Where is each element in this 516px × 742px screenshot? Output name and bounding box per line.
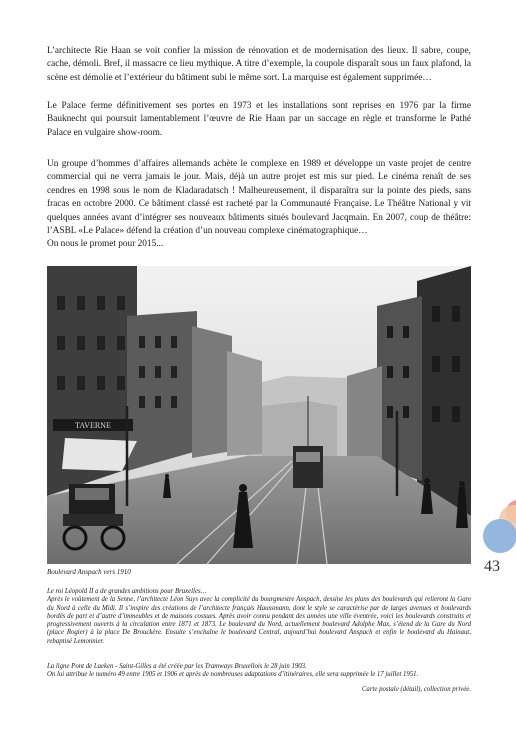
paragraph-renovation: L’architecte Rie Haan se voit confier la mission de rénovation et de modernisation des lieux. Il sabre, coupe, cache, démoli. Bref, il massacre ce lieu mythique. A titre d’exemple, la coupole disparaît sous un faux plafond, la scène est démolie et l’extérieur du bâtiment subi le même sort. La marquise est également supprimée… xyxy=(47,46,471,83)
paragraph-promise: On nous le promet pour 2015... xyxy=(47,239,164,250)
tram-note-line2: On lui attribue le numéro 49 entre 1905 et 1906 et après de nombreuses adaptations d’itinéraires, elle sera supprimée le 17 juillet 1951. xyxy=(47,671,419,679)
note-body: Après le voûtement de la Senne, l’architecte Léon Suys avec la complicité du bourgmestre Anspach, dessine les plans des boulevards qui relieront la Gare du Nord à celle du Midi. Il s’inspire des créations de l’architecte français Haussmann, dont le style se caractérise par de larges avenues et boulevards bordés de part et d’autre d’immeubles et de maisons cossues. Après avoir connu pendant des années une ville éventrée, voici les boulevards construits et progressivement ouverts à la circulation entre 1871 et 1873. Le boulevard du Nord, actuellement boulevard Adolphe Max, s’étend de la Gare du Nord (place Rogier) à la place De Brouckère. Ensuite s’enchaîne le boulevard Central, aujourd’hui boulevard Anspach et enfin le boulevard du Hainaut, rebaptisé Lemonnier. xyxy=(47,596,471,645)
note-title: Le roi Léopold II a de grandes ambitions pour Bruxelles… xyxy=(47,588,207,595)
photo-shop-sign: TAVERNE xyxy=(75,421,111,430)
tram-note-line1: La ligne Pont de Laeken - Saint-Gilles a été créée par les Tramways Bruxellois le 28 juin 1903. xyxy=(47,663,307,670)
page-number: 43 xyxy=(484,558,500,575)
paragraph-new-projects xyxy=(47,158,471,252)
deco-circle-blue xyxy=(483,519,516,553)
historic-street-photo xyxy=(47,266,471,564)
historical-note-tram xyxy=(47,663,471,680)
paragraph-new-projects-text: Un groupe d’hommes d’affaires allemands achète le complexe en 1989 et développe un vaste projet de centre commercial qui ne verra jamais le jour. Mais, déjà un autre projet est mis sur pied. Le cinéma renaît de ses cendres en 1998 sous le nom de Kladaradatsch ! Malheureusement, il disparaîtra sur la pointe des pieds, sans fracas en octobre 2000. Ce bâtiment classé est racheté par la Communauté Française. Le Théâtre National y vit quelques années avant d’intégrer ses nouveaux bâtiments situés boulevard Jacqmain. En 2007, coup de théâtre: l’ASBL «Le Palace» défend la création d’un nouveau complexe cinématographique… xyxy=(47,159,471,237)
photo-caption: Boulevard Anspach vers 1910 xyxy=(47,568,131,576)
paragraph-closure: Le Palace ferme définitivement ses portes en 1973 et les installations sont reprises en 1976 par la firme Bauknecht qui poursuit lamentablement l’œuvre de Rie Haan par un saccage en règle et transforme le Pathé Palace en vulgaire show-room. xyxy=(47,101,471,138)
photo-credit: Carte postale (détail), collection privée. xyxy=(361,686,471,693)
historical-note-boulevards xyxy=(47,588,471,646)
decorative-circles xyxy=(480,498,516,558)
